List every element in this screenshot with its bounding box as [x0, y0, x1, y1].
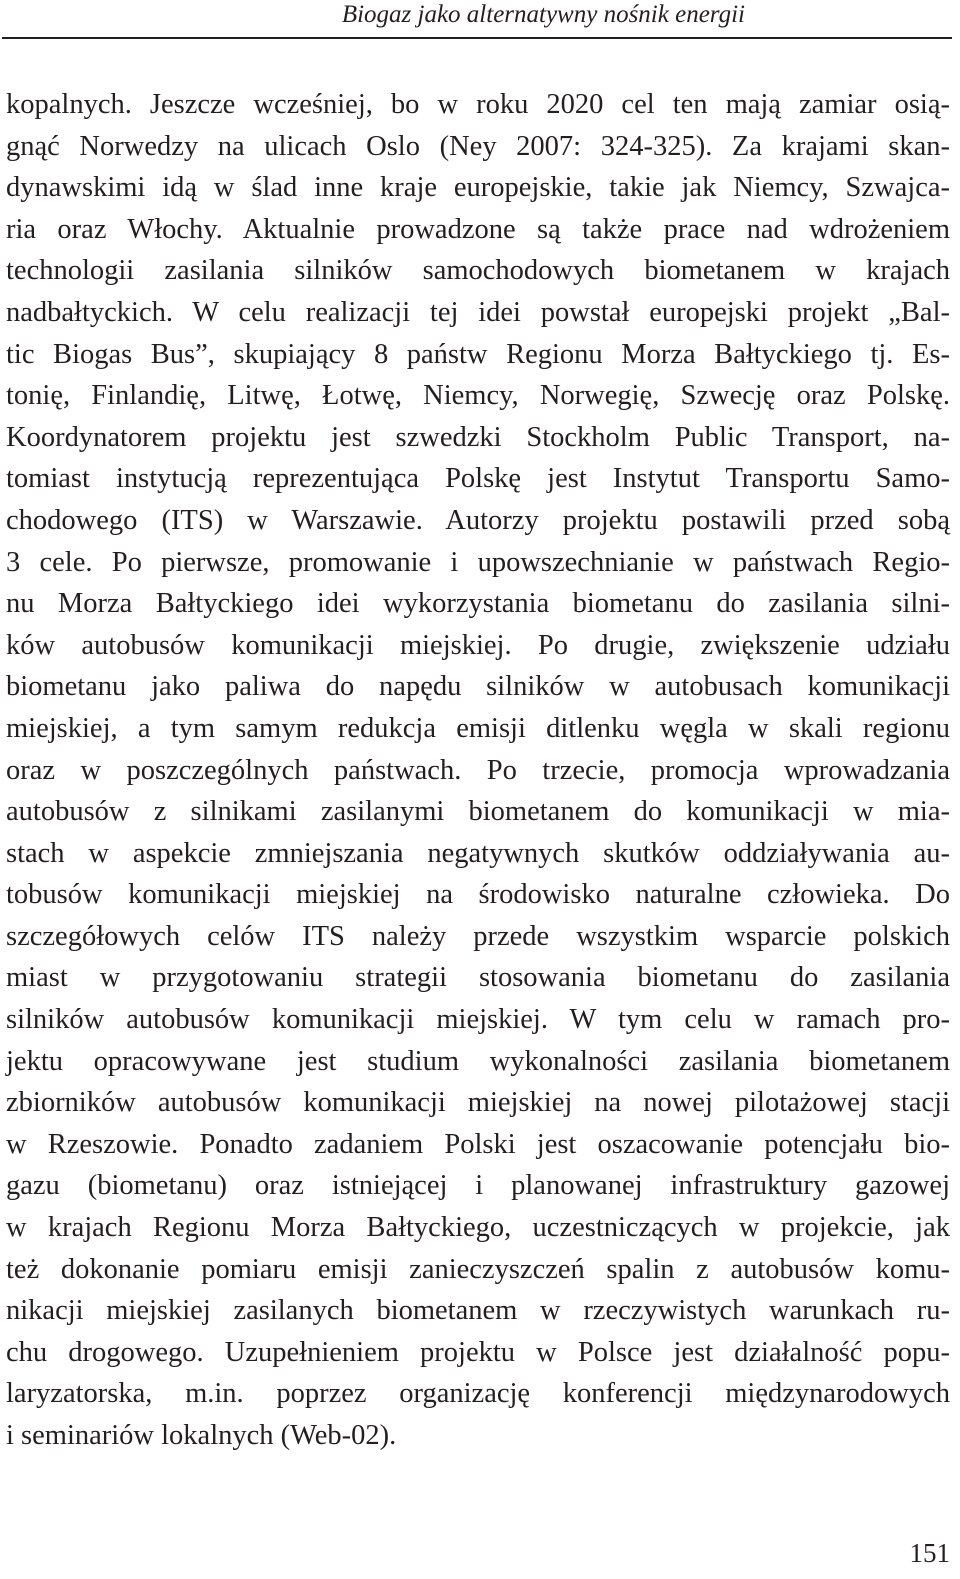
text-line: kopalnych. Jeszcze wcześniej, bo w roku 2020 cel ten mają zamiar osią-: [6, 89, 950, 120]
text-line: gnąć Norwedzy na ulicach Oslo (Ney 2007: 324-325). Za krajami skan-: [6, 130, 950, 162]
text-line: zbiorników autobusów komunikacji miejskiej na nowej pilotażowej stacji: [6, 1087, 950, 1119]
text-line: technologii zasilania silników samochodowych biometanem w krajach: [6, 255, 950, 287]
text-line: silników autobusów komunikacji miejskiej. W tym celu w ramach pro-: [6, 1004, 950, 1036]
text-line: laryzatorska, m.in. poprzez organizację konferencji międzynarodowych: [6, 1378, 950, 1410]
text-line: nikacji miejskiej zasilanych biometanem w rzeczywistych warunkach ru-: [6, 1295, 950, 1327]
text-line: chodowego (ITS) w Warszawie. Autorzy projektu postawili przed sobą: [6, 504, 950, 536]
text-line: w krajach Regionu Morza Bałtyckiego, uczestniczących w projekcie, jak: [6, 1212, 950, 1244]
text-line: w Rzeszowie. Ponadto zadaniem Polski jest oszacowanie potencjału bio-: [6, 1128, 950, 1160]
text-line: dynawskimi idą w ślad inne kraje europejskie, takie jak Niemcy, Szwajca-: [6, 172, 950, 204]
header-divider: [2, 37, 952, 39]
text-line: tomiast instytucją reprezentująca Polskę jest Instytut Transportu Samo-: [6, 463, 950, 495]
text-line: Koordynatorem projektu jest szwedzki Stockholm Public Transport, na-: [6, 421, 950, 453]
text-line: ria oraz Włochy. Aktualnie prowadzone są także prace nad wdrożeniem: [6, 213, 950, 245]
text-line: tobusów komunikacji miejskiej na środowisko naturalne człowieka. Do: [6, 879, 950, 911]
text-line: autobusów z silnikami zasilanymi biometanem do komunikacji w mia-: [6, 796, 950, 828]
text-line: nadbałtyckich. W celu realizacji tej idei powstał europejski projekt „Bal-: [6, 296, 950, 328]
text-line: miast w przygotowaniu strategii stosowania biometanu do zasilania: [6, 962, 950, 994]
text-line: gazu (biometanu) oraz istniejącej i planowanej infrastruktury gazowej: [6, 1170, 950, 1202]
text-line: jektu opracowywane jest studium wykonalności zasilania biometanem: [6, 1045, 950, 1077]
text-line: i seminariów lokalnych (Web-02).: [6, 1420, 397, 1451]
text-line: tic Biogas Bus”, skupiający 8 państw Regionu Morza Bałtyckiego tj. Es-: [6, 338, 950, 370]
text-line: nu Morza Bałtyckiego idei wykorzystania biometanu do zasilania silni-: [6, 588, 950, 620]
text-line: biometanu jako paliwa do napędu silników w autobusach komunikacji: [6, 671, 950, 703]
text-line: miejskiej, a tym samym redukcja emisji ditlenku węgla w skali regionu: [6, 712, 950, 744]
text-line: też dokonanie pomiaru emisji zanieczyszczeń spalin z autobusów komu-: [6, 1253, 950, 1285]
text-line: stach w aspekcie zmniejszania negatywnych skutków oddziaływania au-: [6, 837, 950, 869]
text-line: chu drogowego. Uzupełnieniem projektu w Polsce jest działalność popu-: [6, 1336, 950, 1368]
body-paragraph: [6, 84, 950, 1457]
text-line: tonię, Finlandię, Litwę, Łotwę, Niemcy, Norwegię, Szwecję oraz Polskę.: [6, 380, 950, 412]
text-line: oraz w poszczególnych państwach. Po trzecie, promocja wprowadzania: [6, 754, 950, 786]
page-number: 151: [909, 1538, 950, 1568]
text-line: 3 cele. Po pierwsze, promowanie i upowszechnianie w państwach Regio-: [6, 546, 950, 578]
text-line: ków autobusów komunikacji miejskiej. Po drugie, zwiększenie udziału: [6, 629, 950, 661]
text-line: szczegółowych celów ITS należy przede wszystkim wsparcie polskich: [6, 920, 950, 952]
running-header-title: Biogaz jako alternatywny nośnik energii: [341, 1, 745, 28]
